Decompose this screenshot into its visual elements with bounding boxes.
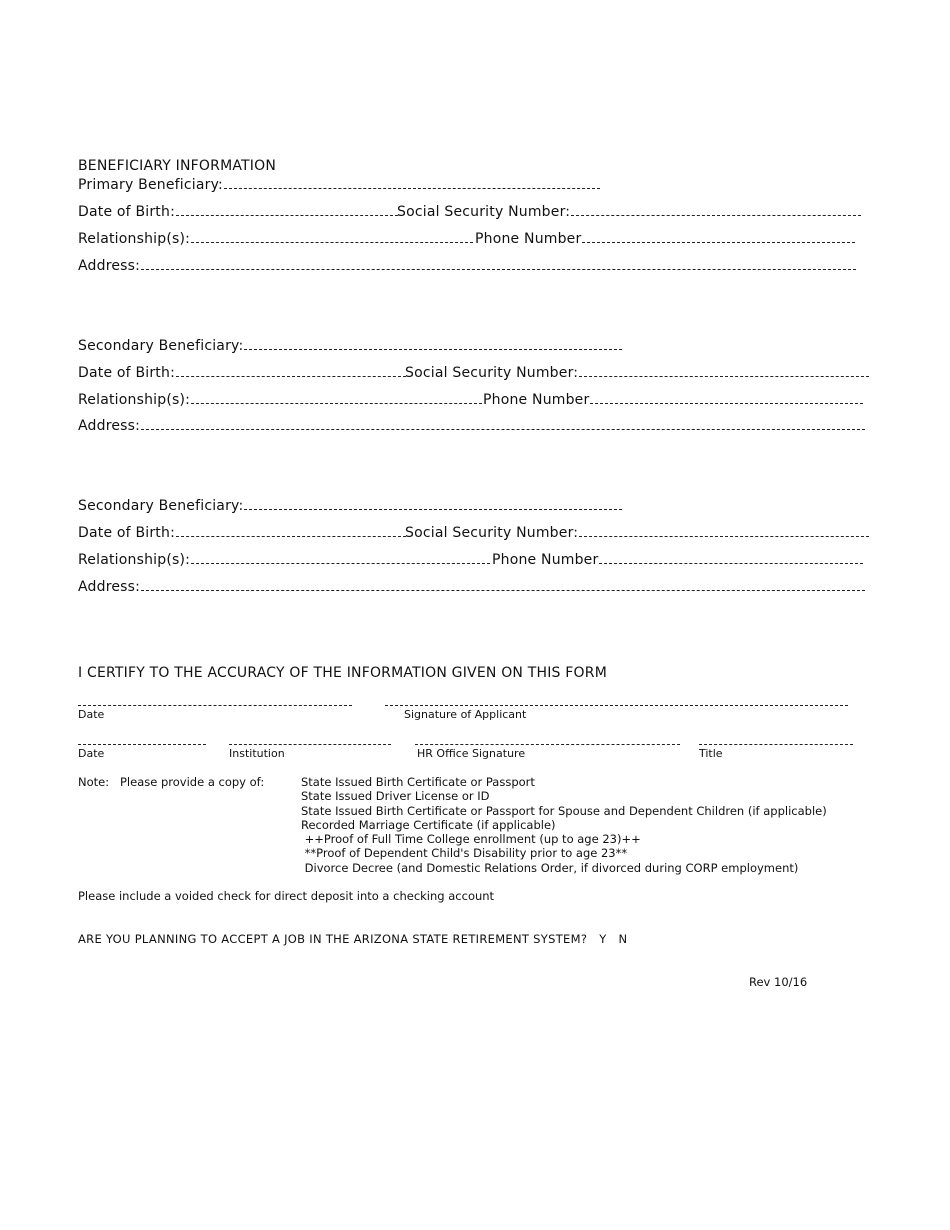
phone-field[interactable] bbox=[590, 402, 863, 404]
dob-label: Date of Birth: bbox=[78, 365, 175, 381]
secondary-beneficiary-field[interactable] bbox=[244, 348, 622, 350]
address-field[interactable] bbox=[141, 589, 865, 591]
relationship-label: Relationship(s): bbox=[78, 231, 191, 247]
beneficiary-label: Primary Beneficiary: bbox=[78, 177, 223, 193]
applicant-signature-field[interactable] bbox=[385, 705, 848, 706]
date-caption: Date bbox=[78, 708, 105, 721]
ssn-field[interactable] bbox=[579, 535, 869, 537]
applicant-date-field[interactable] bbox=[78, 705, 352, 706]
asrs-question-text: ARE YOU PLANNING TO ACCEPT A JOB IN THE ARIZONA STATE RETIREMENT SYSTEM? bbox=[78, 932, 588, 946]
dob-label: Date of Birth: bbox=[78, 204, 175, 220]
title-caption: Title bbox=[699, 747, 723, 760]
voided-check-note: Please include a voided check for direct deposit into a checking account bbox=[78, 889, 495, 903]
ssn-label: Social Security Number: bbox=[405, 365, 579, 381]
dob-field[interactable] bbox=[176, 375, 406, 377]
relationship-field[interactable] bbox=[191, 402, 482, 404]
institution-field[interactable] bbox=[229, 744, 391, 745]
note-label: Note: bbox=[78, 775, 110, 789]
list-item: State Issued Driver License or ID bbox=[301, 789, 490, 803]
hr-signature-field[interactable] bbox=[415, 744, 680, 745]
revision-label: Rev 10/16 bbox=[749, 975, 808, 989]
address-label: Address: bbox=[78, 418, 141, 434]
date-caption: Date bbox=[78, 747, 105, 760]
secondary-beneficiary-field[interactable] bbox=[244, 508, 622, 510]
phone-label: Phone Number bbox=[475, 231, 582, 247]
address-label: Address: bbox=[78, 579, 141, 595]
signature-caption: Signature of Applicant bbox=[404, 708, 527, 721]
section-title: BENEFICIARY INFORMATION bbox=[78, 158, 277, 174]
list-item: ++Proof of Full Time College enrollment (up to age 23)++ bbox=[301, 832, 641, 846]
phone-label: Phone Number bbox=[492, 552, 599, 568]
institution-caption: Institution bbox=[229, 747, 285, 760]
asrs-no-option[interactable]: N bbox=[618, 932, 628, 946]
phone-field[interactable] bbox=[582, 241, 855, 243]
ssn-field[interactable] bbox=[571, 214, 861, 216]
asrs-yes-option[interactable]: Y bbox=[599, 932, 607, 946]
address-label: Address: bbox=[78, 258, 141, 274]
dob-label: Date of Birth: bbox=[78, 525, 175, 541]
list-item: State Issued Birth Certificate or Passport bbox=[301, 775, 535, 789]
hr-date-field[interactable] bbox=[78, 744, 206, 745]
hr-signature-caption: HR Office Signature bbox=[417, 747, 526, 760]
ssn-label: Social Security Number: bbox=[397, 204, 571, 220]
title-field[interactable] bbox=[699, 744, 853, 745]
phone-field[interactable] bbox=[599, 562, 863, 564]
note-intro: Please provide a copy of: bbox=[120, 775, 265, 789]
relationship-label: Relationship(s): bbox=[78, 392, 191, 408]
relationship-field[interactable] bbox=[191, 562, 490, 564]
address-field[interactable] bbox=[141, 268, 856, 270]
list-item: State Issued Birth Certificate or Passport for Spouse and Dependent Children (if applicable) bbox=[301, 804, 827, 818]
beneficiary-label: Secondary Beneficiary: bbox=[78, 498, 244, 514]
dob-field[interactable] bbox=[176, 214, 398, 216]
list-item: Recorded Marriage Certificate (if applicable) bbox=[301, 818, 556, 832]
address-field[interactable] bbox=[141, 428, 865, 430]
list-item: **Proof of Dependent Child's Disability prior to age 23** bbox=[301, 846, 628, 860]
ssn-label: Social Security Number: bbox=[405, 525, 579, 541]
phone-label: Phone Number bbox=[483, 392, 590, 408]
primary-beneficiary-field[interactable] bbox=[224, 187, 600, 189]
list-item: Divorce Decree (and Domestic Relations Order, if divorced during CORP employment) bbox=[301, 861, 799, 875]
relationship-field[interactable] bbox=[191, 241, 473, 243]
certify-heading: I CERTIFY TO THE ACCURACY OF THE INFORMATION GIVEN ON THIS FORM bbox=[78, 665, 607, 681]
dob-field[interactable] bbox=[176, 535, 406, 537]
ssn-field[interactable] bbox=[579, 375, 869, 377]
relationship-label: Relationship(s): bbox=[78, 552, 191, 568]
asrs-question bbox=[78, 934, 627, 946]
beneficiary-label: Secondary Beneficiary: bbox=[78, 338, 244, 354]
